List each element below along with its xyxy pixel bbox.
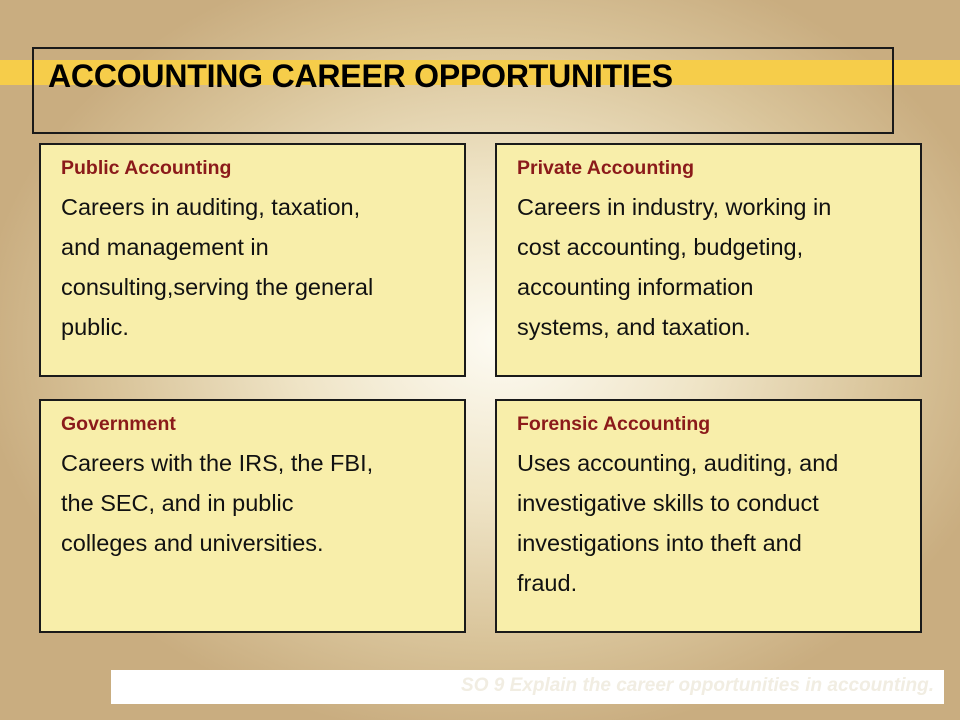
card-heading: Forensic Accounting xyxy=(517,413,711,435)
card-body-line: public. xyxy=(61,314,129,340)
card-body xyxy=(61,187,444,347)
card-body-line: and management in xyxy=(61,234,269,260)
card-body xyxy=(517,443,900,603)
card-body-line: Careers in industry, working in xyxy=(517,194,832,220)
card-body-line: investigative skills to conduct xyxy=(517,490,819,516)
card-body-line: cost accounting, budgeting, xyxy=(517,234,804,260)
study-objective-text: SO 9 Explain the career opportunities in accounting. xyxy=(461,675,934,696)
footer-bar xyxy=(111,670,944,704)
card-heading: Public Accounting xyxy=(61,157,232,179)
card-body-line: fraud. xyxy=(517,570,578,596)
card-body-line: investigations into theft and xyxy=(517,530,802,556)
card-body xyxy=(61,443,444,563)
card-government xyxy=(39,399,466,633)
card-body-line: Uses accounting, auditing, and xyxy=(517,450,839,476)
card-body xyxy=(517,187,900,347)
card-body-line: systems, and taxation. xyxy=(517,314,751,340)
card-body-line: consulting,serving the general xyxy=(61,274,374,300)
card-public-accounting xyxy=(39,143,466,377)
card-heading: Private Accounting xyxy=(517,157,694,179)
card-body-line: Careers in auditing, taxation, xyxy=(61,194,361,220)
card-body-line: Careers with the IRS, the FBI, xyxy=(61,450,374,476)
card-private-accounting xyxy=(495,143,922,377)
card-forensic-accounting xyxy=(495,399,922,633)
card-body-line: accounting information xyxy=(517,274,754,300)
card-heading: Government xyxy=(61,413,176,435)
card-body-line: the SEC, and in public xyxy=(61,490,294,516)
slide-title: ACCOUNTING CAREER OPPORTUNITIES xyxy=(48,58,673,94)
card-body-line: colleges and universities. xyxy=(61,530,324,556)
